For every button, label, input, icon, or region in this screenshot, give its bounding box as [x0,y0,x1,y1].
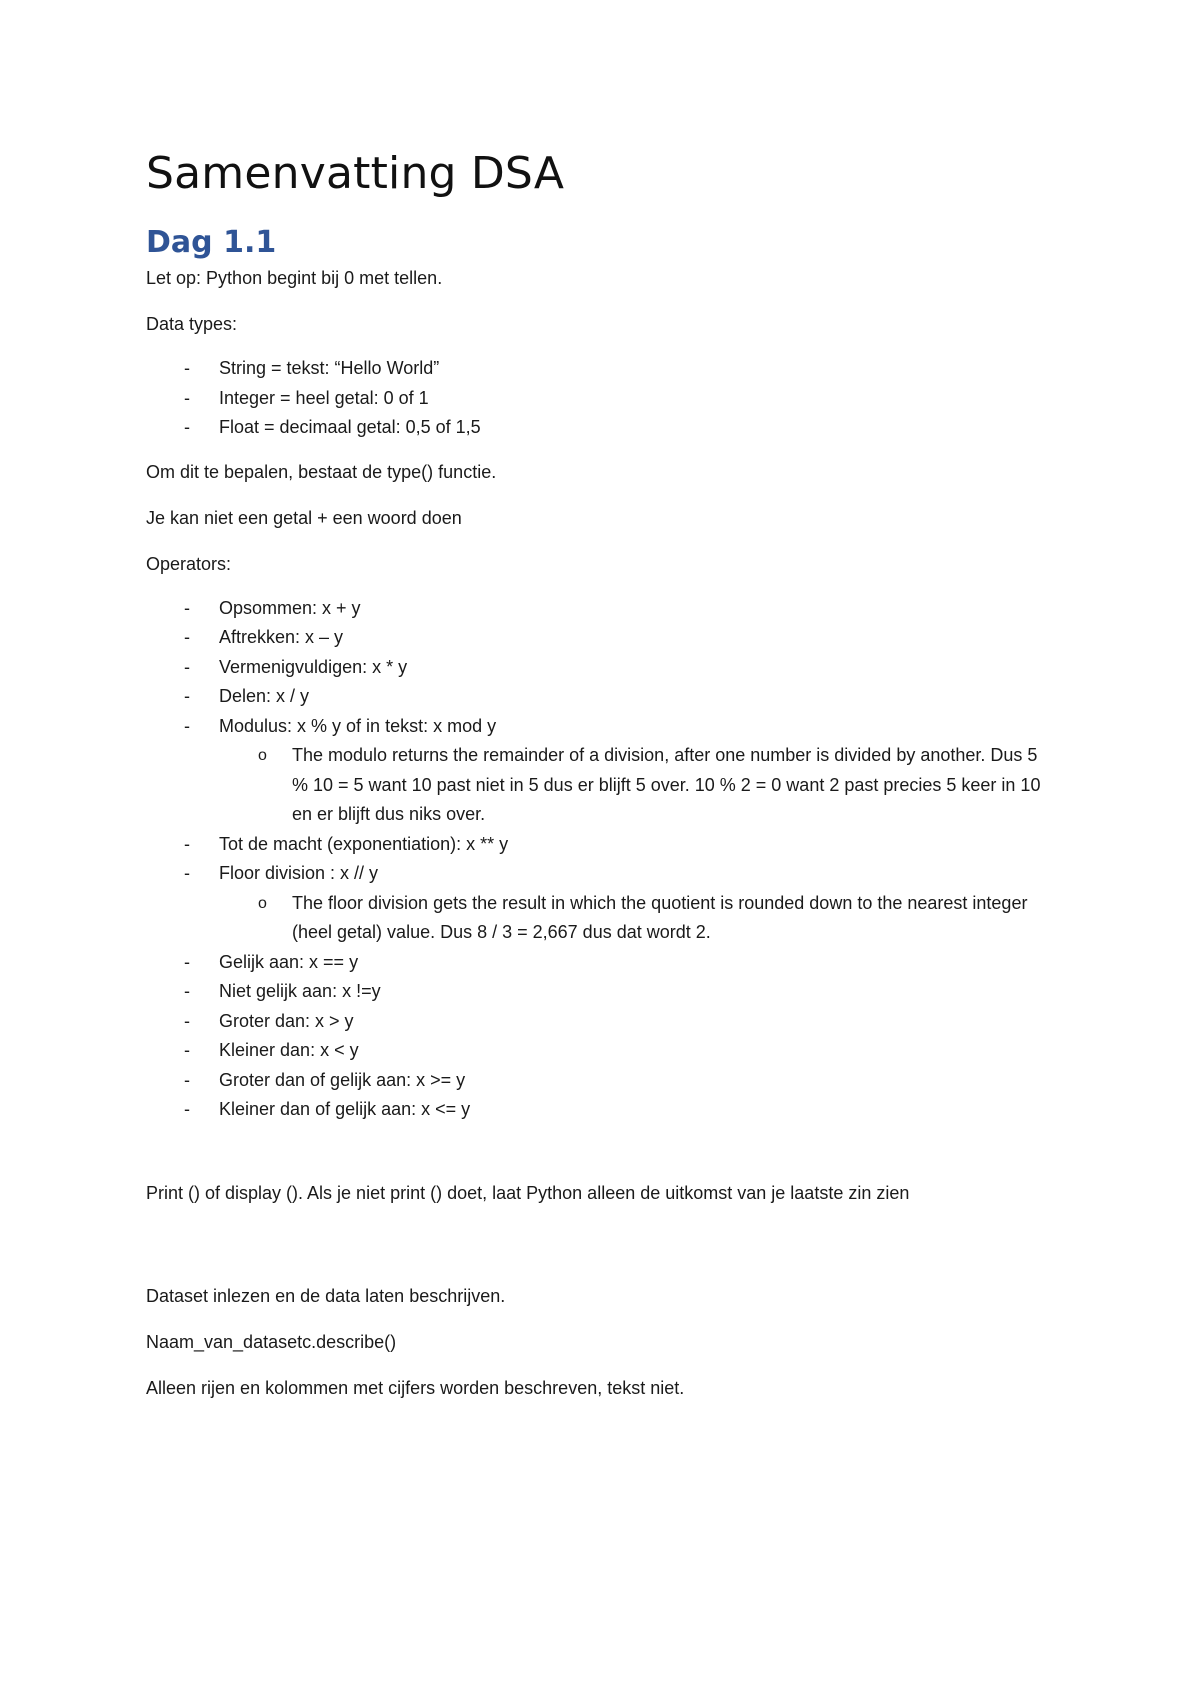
dash-bullet: - [184,981,190,1001]
list-item: - Integer = heel getal: 0 of 1 [146,384,1056,414]
floor-division-sublist [219,889,1056,948]
spacer [146,1142,1056,1181]
intro-paragraph: Let op: Python begint bij 0 met tellen. [146,268,443,288]
circle-bullet: o [258,747,267,764]
sublist-item [219,741,1056,830]
list-item: - Groter dan: x > y [146,1007,1056,1037]
dash-bullet: - [184,715,190,736]
floor-division-note: The floor division gets the result in which the quotient is rounded down to the nearest integer (heel getal) value. Dus 8 / 3 = 2,667 dus dat wordt 2. [292,892,1028,942]
describe-note: Alleen rijen en kolommen met cijfers worden beschreven, tekst niet. [146,1377,685,1398]
dash-bullet: - [184,1010,190,1031]
list-item: - Vermenigvuldigen: x * y [146,653,1056,683]
operators-label: Operators: [146,553,232,574]
list-item: - String = tekst: “Hello World” [146,354,1056,384]
spacer [146,1227,1056,1284]
modulus-sublist [219,741,1056,830]
sublist-item [219,889,1056,948]
list-item: - Kleiner dan: x < y [146,1036,1056,1066]
section-heading: Dag 1.1 [146,225,277,260]
list-item: - Opsommen: x + y [146,594,1056,624]
list-item: - Float = decimaal getal: 0,5 of 1,5 [146,413,1056,443]
dash-bullet: - [184,1040,190,1060]
type-function-note: Om dit te bepalen, bestaat de type() functie. [146,461,497,482]
list-item: - Modulus: x % y of in tekst: x mod y o The modulo returns the remainder of a division, after one number is divided by another. Dus 5 % 10 = 5 want 10 past niet in 5 dus er blijft 5 over. 10 % 2 = 0 want 2 past precies 5 keer in 10 en er blijft dus niks over. [146,712,1056,830]
dash-bullet: - [184,656,190,677]
data-types-list [146,354,1056,443]
print-note: Print () of display (). Als je niet print () doet, laat Python alleen de uitkomst van je laatste zin zien [146,1182,910,1203]
document-content [146,146,1056,1422]
describe-code: Naam_van_datasetc.describe() [146,1331,397,1352]
dash-bullet: - [184,1069,190,1090]
list-item: - Kleiner dan of gelijk aan: x <= y [146,1095,1056,1125]
dash-bullet: - [184,686,190,706]
dash-bullet: - [184,863,190,883]
dash-bullet: - [184,627,190,647]
data-types-label: Data types: [146,314,238,334]
list-item: - Gelijk aan: x == y [146,948,1056,978]
document-title: Samenvatting DSA [146,148,565,199]
list-item: - Tot de macht (exponentiation): x ** y [146,830,1056,860]
dash-bullet: - [184,417,190,437]
list-item: - Delen: x / y [146,682,1056,712]
list-item: - Niet gelijk aan: x !=y [146,977,1056,1007]
modulus-note: The modulo returns the remainder of a division, after one number is divided by another. Dus 5 % 10 = 5 want 10 past niet in 5 dus er blijft 5 over. 10 % 2 = 0 want 2 past precies 5 keer in 10 en er blijft dus niks over. [292,745,1041,824]
dataset-note: Dataset inlezen en de data laten beschrijven. [146,1285,506,1306]
mix-note: Je kan niet een getal + een woord doen [146,507,462,528]
operators-list [146,594,1056,1125]
dash-bullet: - [184,358,190,378]
circle-bullet: o [258,894,267,912]
dash-bullet: - [184,951,190,972]
dash-bullet: - [184,387,190,408]
dash-bullet: - [184,1099,190,1119]
list-item: - Groter dan of gelijk aan: x >= y [146,1066,1056,1096]
dash-bullet: - [184,833,190,854]
list-item: - Aftrekken: x – y [146,623,1056,653]
list-item: - Floor division : x // y o The floor division gets the result in which the quotient is rounded down to the nearest integer (heel getal) value. Dus 8 / 3 = 2,667 dus dat wordt 2. [146,859,1056,948]
dash-bullet: - [184,597,190,618]
